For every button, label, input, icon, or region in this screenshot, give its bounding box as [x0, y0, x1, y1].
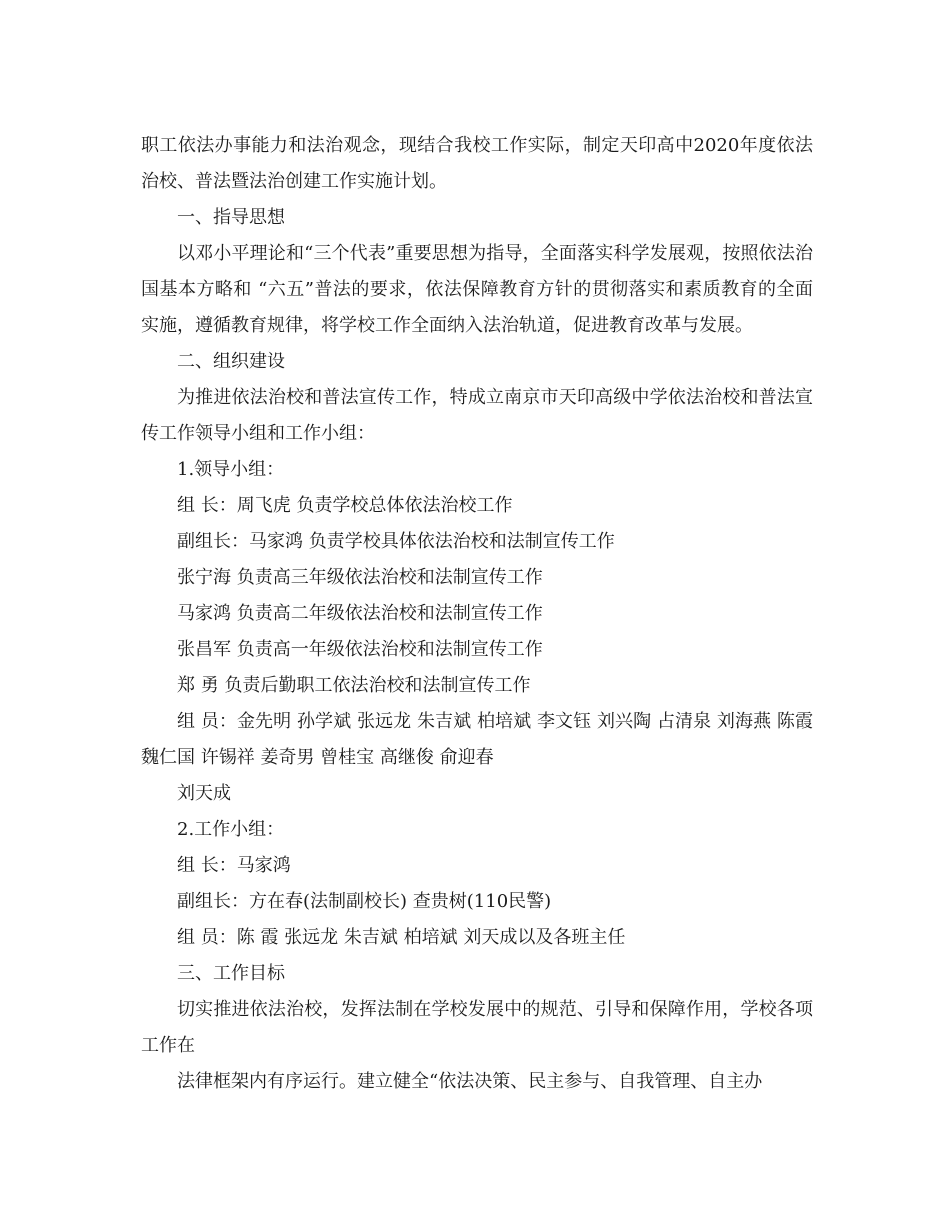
leadership-deputy-leader: 副组长：马家鸿 负责学校具体依法治校和法制宣传工作 — [177, 531, 615, 552]
section-heading-organization: 二、组织建设 — [177, 351, 285, 372]
working-group-deputy-leaders: 副组长：方在春(法制副校长) 查贵树(110民警) — [177, 891, 552, 912]
paragraph-intro-continuation: 职工依法办事能力和法治观念，现结合我校工作实际，制定天印高中2020年度依法治校、普法暨法治创建工作实施计划。 — [141, 135, 813, 192]
leadership-member-grade1: 张昌军 负责高一年级依法治校和法制宣传工作 — [177, 639, 543, 660]
leadership-member-logistics: 郑 勇 负责后勤职工依法治校和法制宣传工作 — [177, 675, 531, 696]
paragraph-work-goals-continued: 法律框架内有序运行。建立健全“依法决策、民主参与、自我管理、自主办 — [177, 1071, 763, 1092]
leadership-members-list-continued: 刘天成 — [177, 783, 231, 804]
section-heading-guiding-ideology: 一、指导思想 — [177, 207, 285, 228]
working-group-members: 组 员：陈 霞 张远龙 朱吉斌 柏培斌 刘天成以及各班主任 — [177, 927, 626, 948]
section-heading-work-goals: 三、工作目标 — [177, 963, 285, 984]
leadership-members-list: 组 员：金先明 孙学斌 张远龙 朱吉斌 柏培斌 李文钰 刘兴陶 占清泉 刘海燕 陈霞 魏仁国 许锡祥 姜奇男 曾桂宝 高继俊 俞迎春 — [141, 711, 813, 768]
document-body — [141, 128, 813, 1100]
paragraph-guiding-ideology: 以邓小平理论和“三个代表”重要思想为指导，全面落实科学发展观，按照依法治国基本方略和 “六五”普法的要求，依法保障教育方针的贯彻落实和素质教育的全面实施，遵循教育规律，将学校工作全面纳入法治轨道，促进教育改革与发展。 — [141, 243, 813, 336]
leadership-member-grade3: 张宁海 负责高三年级依法治校和法制宣传工作 — [177, 567, 543, 588]
working-group-leader: 组 长：马家鸿 — [177, 855, 291, 876]
leadership-leader: 组 长：周飞虎 负责学校总体依法治校工作 — [177, 495, 513, 516]
subheading-working-group: 2.工作小组： — [177, 819, 285, 840]
paragraph-work-goals: 切实推进依法治校，发挥法制在学校发展中的规范、引导和保障作用，学校各项工作在 — [141, 999, 813, 1056]
subheading-leadership-group: 1.领导小组： — [177, 459, 285, 480]
paragraph-organization: 为推进依法治校和普法宣传工作，特成立南京市天印高级中学依法治校和普法宣传工作领导小组和工作小组： — [141, 387, 813, 444]
leadership-member-grade2: 马家鸿 负责高二年级依法治校和法制宣传工作 — [177, 603, 543, 624]
